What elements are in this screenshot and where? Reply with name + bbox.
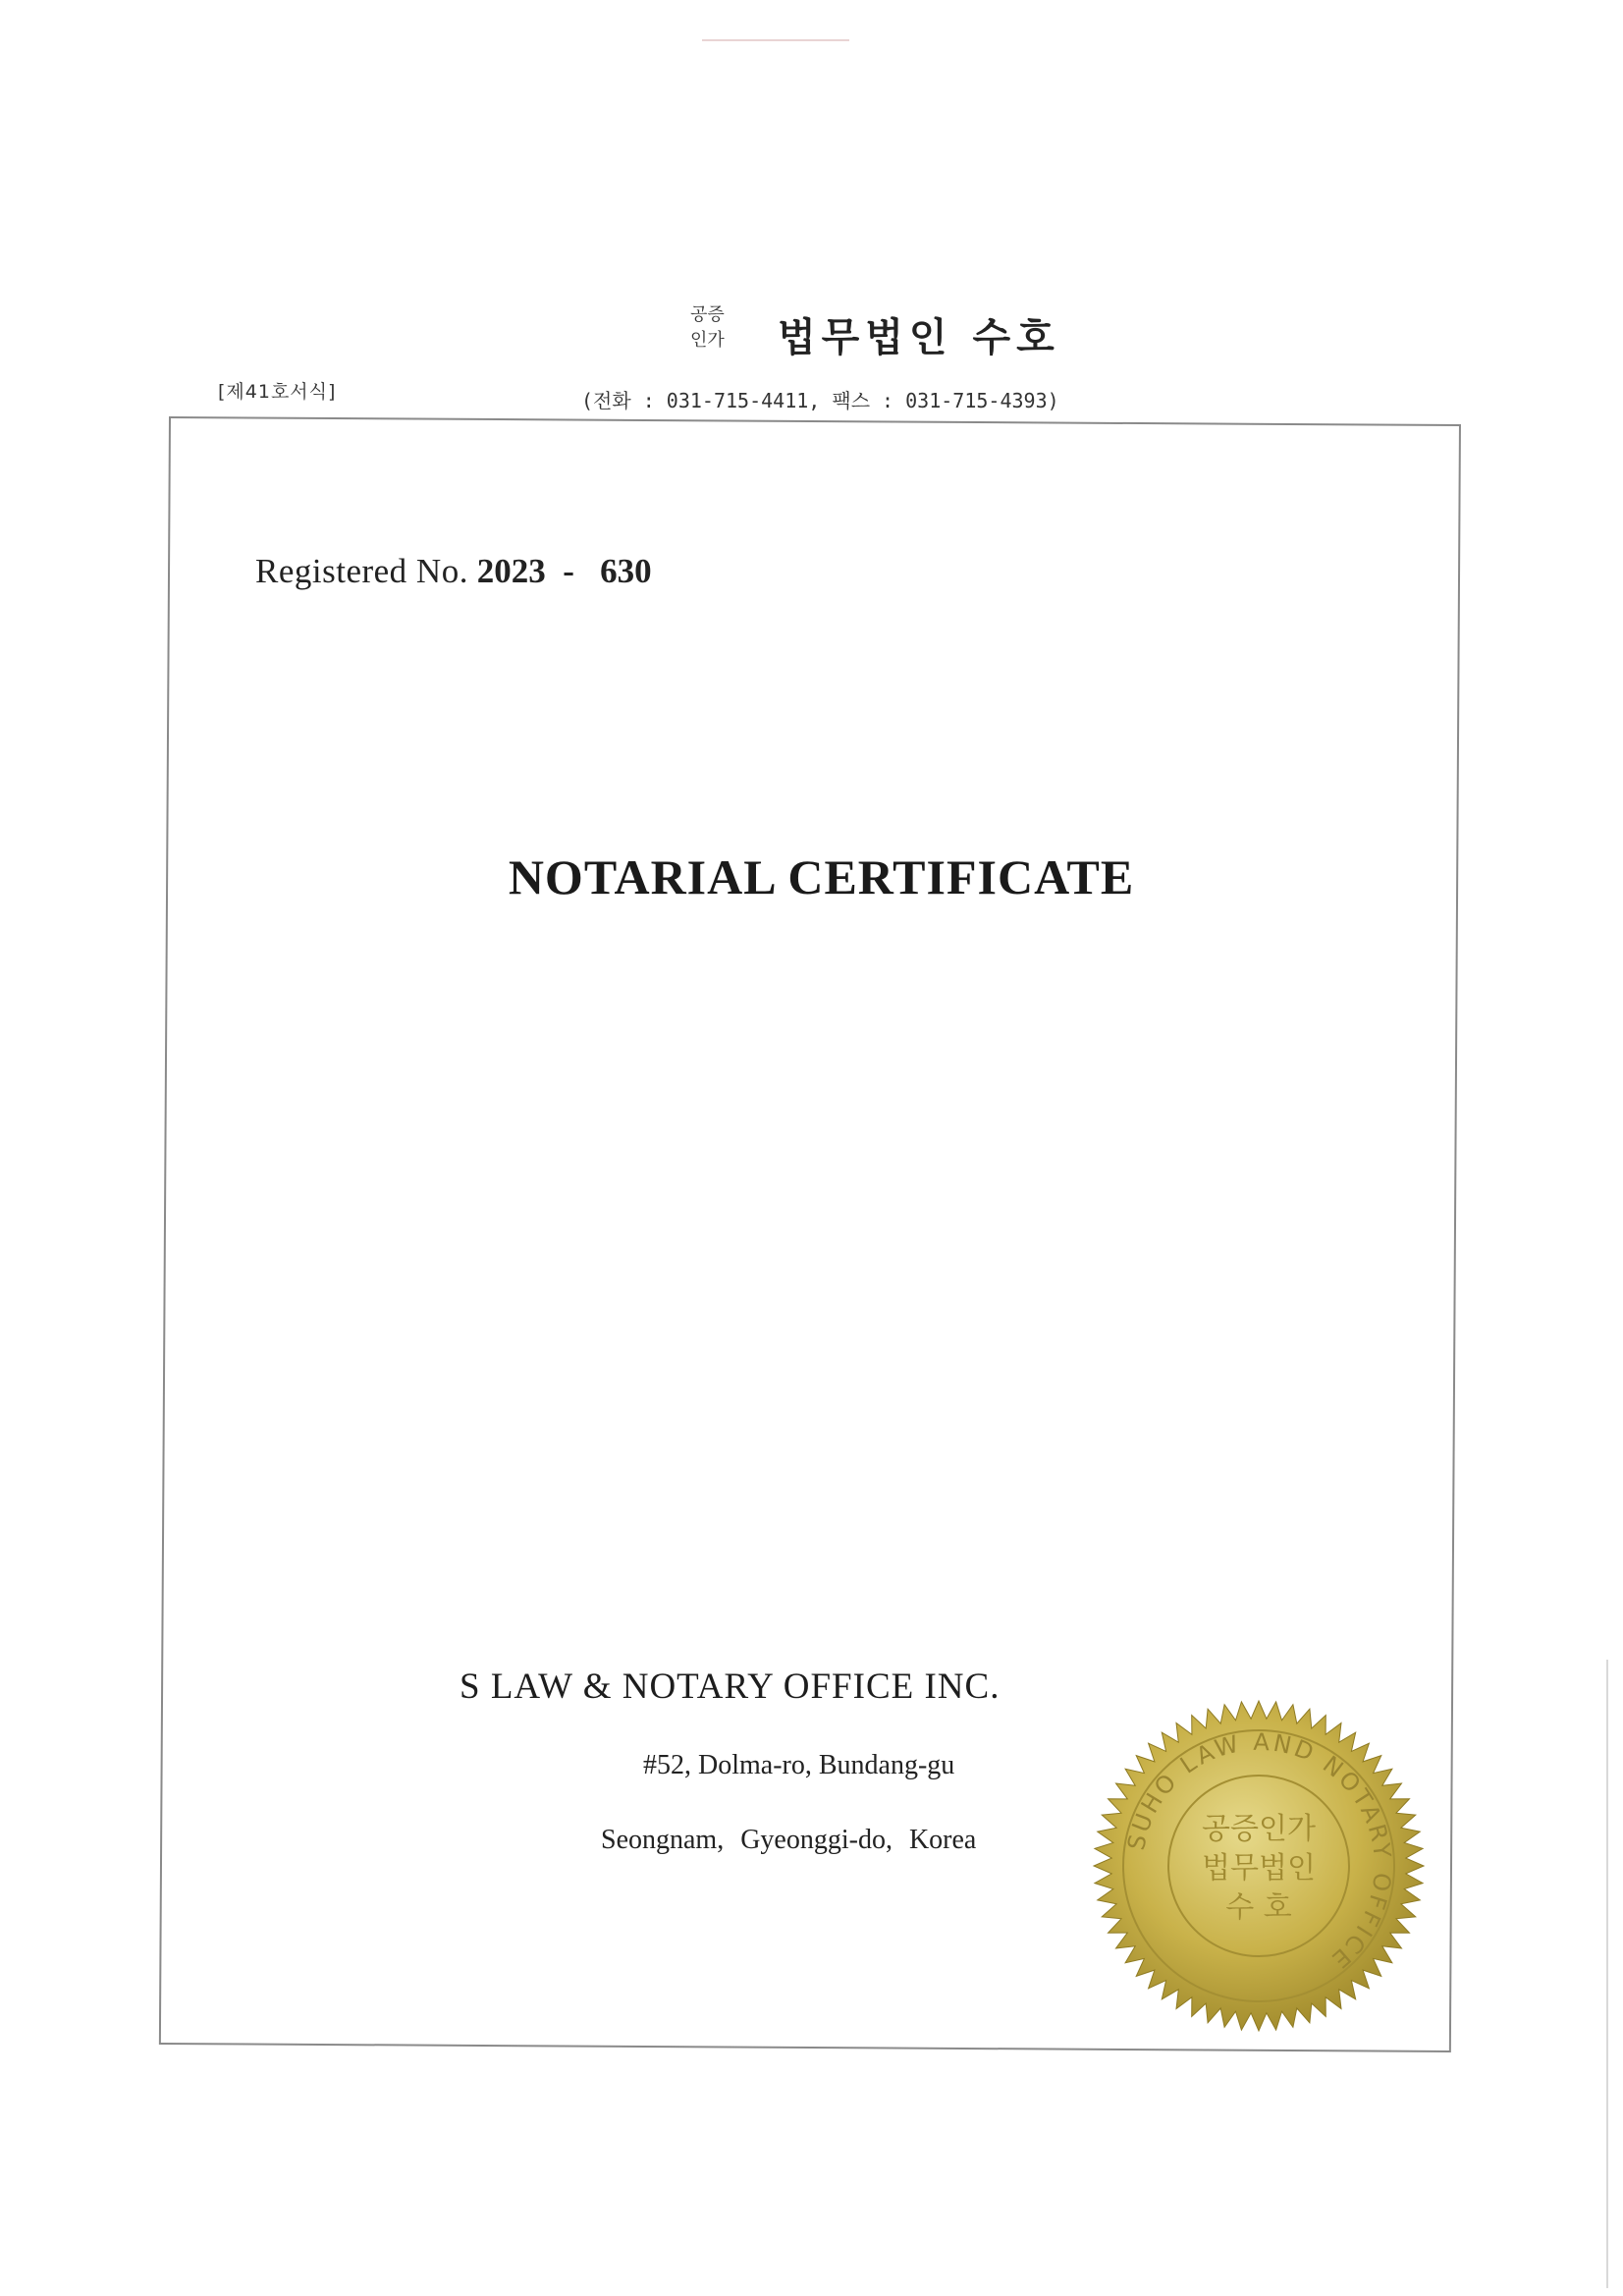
label-bottom: 인가 — [690, 330, 725, 351]
office-name: S LAW & NOTARY OFFICE INC. — [460, 1667, 1001, 1707]
contact-info: (전화 : 031-715-4411, 팩스 : 031-715-4393) — [581, 389, 1059, 412]
header-watermark — [692, 37, 859, 77]
seal-center-line2: 법무법인 — [1202, 1851, 1316, 1886]
firm-name-korean: 법무법인 수호 — [778, 315, 1060, 360]
office-address-line2: Seongnam, Gyeonggi-do, Korea — [601, 1825, 977, 1855]
office-address-line1: #52, Dolma-ro, Bundang-gu — [643, 1750, 955, 1780]
scan-edge-line — [1606, 1660, 1608, 2288]
registered-number-value: 630 — [600, 552, 652, 590]
seal-center-line1: 공증인가 — [1202, 1812, 1316, 1846]
registered-number — [255, 552, 652, 591]
seal-ring-text: SUHO LAW AND NOTARY OFFICE — [1122, 1727, 1397, 1976]
registered-sep: - — [563, 552, 574, 590]
registered-year: 2023 — [476, 552, 546, 590]
label-top: 공증 — [690, 304, 725, 325]
seal-center-line3: 수 호 — [1225, 1890, 1292, 1925]
registered-label: Registered No. — [255, 552, 468, 590]
certificate-title: NOTARIAL CERTIFICATE — [508, 849, 1135, 904]
notary-seal-icon — [1092, 1699, 1426, 2033]
form-number: [제41호서식] — [218, 381, 337, 403]
notary-approval-label — [690, 302, 725, 354]
